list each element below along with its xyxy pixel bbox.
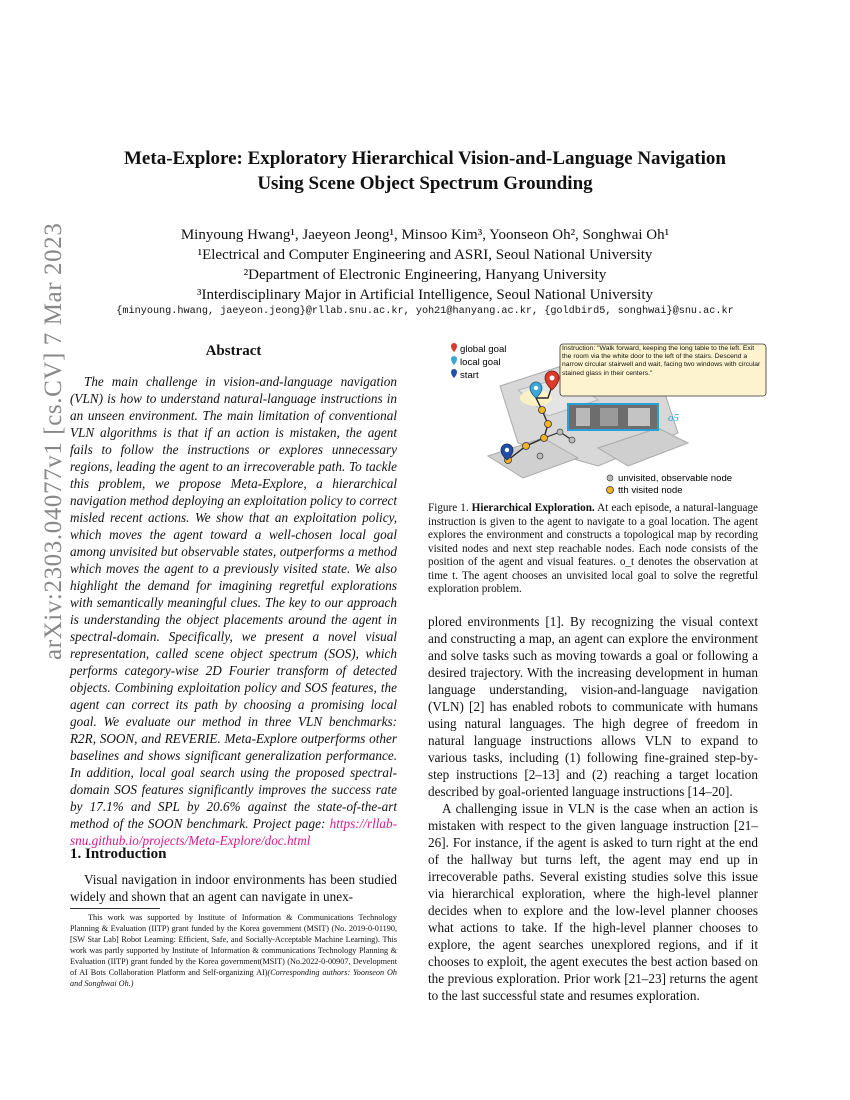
local-goal-pin-dot [534,386,538,390]
visited-node-2 [523,443,530,450]
abstract-heading: Abstract [205,343,262,359]
legend-global-goal: global goal [460,344,507,355]
affiliation-3: ³Interdisciplinary Major in Artificial Intelligence, Seoul National University [196,287,654,303]
unvisited-node-2 [557,429,563,435]
legend-local-goal: local goal [460,357,501,368]
unvisited-node-4 [537,453,543,459]
title-line-2: Using Scene Object Spectrum Grounding [257,173,593,194]
observation-window-2 [600,408,618,426]
instruction-box-content [562,345,764,395]
legend-visited: tth visited node [618,485,683,496]
abstract-text: The main challenge in vision-and-language navigation (VLN) is how to understand natural-language instructions in an unseen environment. The main limitation of conventional VLN algorithms is that if an action is mistaken, the agent fails to follow the instructions or explores unnecessary regions, leading the agent to an irrecoverable path. To tackle this problem, we propose Meta-Explore, a hierarchical navigation method deploying an exploitation policy to correct misled recent actions. We show that an exploitation policy, which moves the agent toward a well-chosen local goal among unvisited but observable states, outperforms a method which moves the agent to a previously visited state. We also highlight the demand for imagining regretful explorations with semantically meaningful clues. The key to our approach is understanding the object placements around the agent in spectral-domain. Specifically, we present a novel visual representation, called scene object spectrum (SOS), which performs category-wise 2D Fourier transform of detected objects. Combining exploitation policy and SOS features, the agent can correct its path by choosing a promising local goal. We evaluate our method in three VLN benchmarks: R2R, SOON, and REVERIE. Meta-Explore outperforms other baselines and shows significant generalization performance. In addition, local goal search using the proposed spectral-domain SOS features significantly improves the success rate by 17.1% and SPL by 20.6% against the state-of-the-art method of the SOON benchmark. Project page: [70,374,397,831]
global-goal-pin-dot [550,376,555,381]
legend-global-goal-icon [451,343,457,352]
author-block [60,225,790,305]
legend-visited-icon [607,487,614,494]
start-pin-dot [505,448,509,452]
title-line-1: Meta-Explore: Exploratory Hierarchical Vision-and-Language Navigation [124,148,726,169]
section-heading-introduction: 1. Introduction [70,846,167,862]
figure-caption [428,502,758,597]
project-page-link[interactable]: https://rllab-snu.github.io/projects/Meta-Explore/doc.html [70,816,397,848]
caption-text: At each episode, a natural-language instruction is given to the agent to navigate to a goal location. The agent explores the environment and constructs a topological map by recording visited nodes and next step reachable nodes. Each node consists of the position of the agent and visual features. o_t denotes the observation at time t. The agent chooses an unvisited local goal to solve the regretful exploration problem. [428,502,758,595]
unvisited-node-1 [569,437,575,443]
right-column-body [428,613,758,1004]
intro-paragraph [70,871,397,905]
footnote-text: This work was supported by Institute of Information & Communications Technology Planning & Evaluation (IITP) grant funded by the Korea government (MSIT) (No. 2019-0-01190, [SW Star Lab] Robot Learning: Efficient, Safe, and Socially-Acceptable Machine Learning). This work was partly supported by Institute of Information & communications Technology Planning & Evaluation (IITP) grant funded by the Korea government(MSIT) (No.2022-0-00907, Development of AI Bots Collaboration Platform and Self-organizing AI) [70,913,397,977]
visited-node-4 [545,421,552,428]
visited-node-3 [541,435,548,442]
abstract-body [70,373,397,849]
paper-title [60,146,790,196]
legend-local-goal-icon [451,356,457,365]
footnote-rule [70,908,160,909]
right-paragraph-2: A challenging issue in VLN is the case when an action is mistaken with respect to the given language instruction [21–26]. For instance, if the agent is asked to turn right at the end of the hallway but turns left, the agent may end up in irrecoverable paths. Several existing studies solve this issue via hierarchical exploration, where the high-level planner decides when to explore and the low-level planner chooses what actions to take. If the high-level planner chooses to explore, the agent searches unexplored regions, and if it chooses to exploit, the agent executes the best action based on the previous exploration. Prior work [21–23] returns the agent to the last successful state and resumes exploration. [428,801,758,1003]
affiliation-2: ²Department of Electronic Engineering, Hanyang University [243,267,607,283]
author-emails: {minyoung.hwang, jaeyeon.jeong}@rllab.snu.ac.kr, yoh21@hanyang.ac.kr, {goldbird5, songhwai}@snu.ac.kr [116,306,734,317]
observation-label: o5 [668,412,679,424]
visited-node-5 [539,407,546,414]
right-paragraph-1: plored environments [1]. By recognizing the visual context and constructing a map, an agent can explore the environment and solve tasks such as moving towards a goal or following a desired trajectory. With the increasing development in human language understanding, vision-and-language navigation (VLN) [2] has enabled robots to communicate with humans using natural languages. The high degree of freedom in natural language instructions allows VLN to expand to various tasks, including (1) following fine-grained step-by-step instructions [2–13] and (2) reaching a target location described by goal-oriented language instructions [14–20]. [428,614,758,799]
affiliation-1: ¹Electrical and Computer Engineering and ASRI, Seoul National University [197,247,653,263]
author-list: Minyoung Hwang¹, Jaeyeon Jeong¹, Minsoo Kim³, Yoonseon Oh², Songhwai Oh¹ [180,227,670,243]
instruction-text: Instruction: "Walk forward, keeping the long table to the left. Exit the room via the white door to the left of the stairs. Descend a narrow circular stairwell and wait, facing two windows with circular stained glass in their centers." [562,345,761,377]
legend-start: start [460,370,479,381]
figure-hierarchical-exploration [448,338,778,500]
legend-unvisited: unvisited, observable node [618,473,733,484]
legend-start-icon [451,369,457,378]
footnote-corresponding: (Corresponding authors: Yoonseon Oh and Songhwai Oh.) [70,968,397,988]
observation-window-1 [576,408,590,426]
observation-window-3 [628,408,650,426]
caption-title: Hierarchical Exploration. [471,502,595,514]
caption-label: Figure 1. [428,502,469,514]
footnote [70,912,397,989]
intro-text: Visual navigation in indoor environments has been studied widely and shown that an agent can navigate in unex- [70,872,397,904]
legend-unvisited-icon [607,475,613,481]
